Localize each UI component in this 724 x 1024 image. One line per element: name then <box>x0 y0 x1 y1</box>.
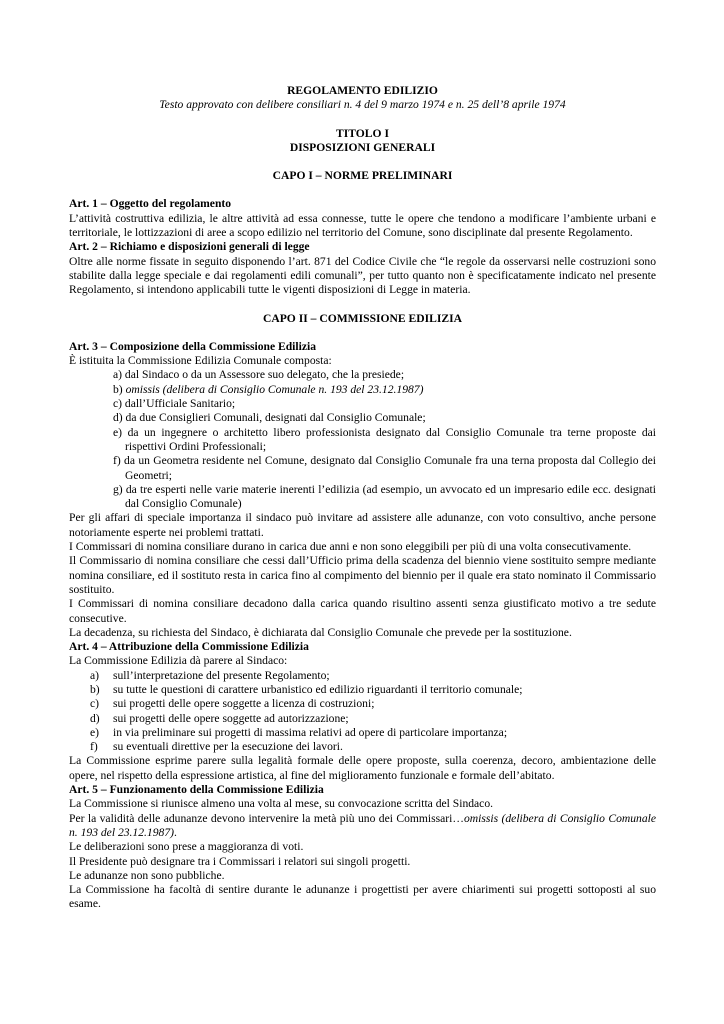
art5-paragraph: Il Presidente può designare tra i Commissari i relatori sui singoli progetti. <box>69 854 411 868</box>
list-item-text: sui progetti delle opere soggette ad autorizzazione; <box>113 711 349 725</box>
list-item-text: sui progetti delle opere soggette a licenza di costruzioni; <box>113 697 375 711</box>
art2-heading: Art. 2 – Richiamo e disposizioni generali di legge <box>69 240 310 254</box>
art5-paragraph: Le deliberazioni sono prese a maggioranza di voti. <box>69 840 304 854</box>
list-item-text: sull’interpretazione del presente Regolamento; <box>113 668 330 682</box>
art3-paragraph: Per gli affari di speciale importanza il sindaco può invitare ad assistere alle adunanze, con voto consultivo, anche persone notoriamente esperte nei problemi trattati. <box>69 511 656 539</box>
art4-heading: Art. 4 – Attribuzione della Commissione Edilizia <box>69 640 309 654</box>
list-item <box>90 740 656 754</box>
capo2-heading: CAPO II – COMMISSIONE EDILIZIA <box>262 311 463 325</box>
art3-paragraph: I Commissari di nomina consiliare decadono dalla carica quando risultino assenti senza giustificato motivo a tre sedute consecutive. <box>69 597 656 625</box>
list-item-text: su tutte le questioni di carattere urbanistico ed edilizio riguardanti il territorio comunale; <box>113 682 523 696</box>
list-marker: f) <box>90 740 98 754</box>
list-marker: d) <box>90 711 100 725</box>
list-item: d) da due Consiglieri Comunali, designati dal Consiglio Comunale; <box>113 411 426 425</box>
list-item <box>90 683 656 697</box>
list-marker: a) <box>90 668 100 682</box>
art4-list <box>69 669 656 755</box>
list-item <box>90 726 656 740</box>
art5-paragraph: La Commissione si riunisce almeno una volta al mese, su convocazione scritta del Sindaco. <box>69 797 494 811</box>
art5-heading: Art. 5 – Funzionamento della Commissione Edilizia <box>69 783 324 797</box>
art5-paragraph: Le adunanze non sono pubbliche. <box>69 868 225 882</box>
art5-paragraph: Per la validità delle adunanze devono intervenire la metà più uno dei Commissari…omissis (delibera di Consiglio Comunale n. 193 del 23.12.1987). <box>69 811 656 839</box>
art3-paragraph: I Commissari di nomina consiliare durano in carica due anni e non sono eleggibili per più di una volta consecutivamente. <box>69 540 632 554</box>
list-item <box>90 712 656 726</box>
titolo-number: TITOLO I <box>336 126 389 140</box>
list-item-text: su eventuali direttive per la esecuzione dei lavori. <box>113 740 343 754</box>
titolo-name: DISPOSIZIONI GENERALI <box>289 140 436 154</box>
art4-paragraph: La Commissione esprime parere sulla legalità formale delle opere proposte, sulla coerenza, decoro, ambientazione delle opere, nel rispetto della espressione artistica, al fine del miglioramento funzionale e formale dell’abitato. <box>69 754 656 782</box>
art3-intro: È istituita la Commissione Edilizia Comunale composta: <box>69 354 332 368</box>
art5-paragraph: La Commissione ha facoltà di sentire durante le adunanze i progettisti per avere chiarimenti sui progetti sottoposti al suo esame. <box>69 883 656 911</box>
art4-intro: La Commissione Edilizia dà parere al Sindaco: <box>69 654 288 668</box>
list-item <box>90 669 656 683</box>
art2-text: Oltre alle norme fissate in seguito disponendo l’art. 871 del Codice Civile che “le regole da osservarsi nelle costruzioni sono stabilite dalla legge speciale e dai regolamenti edili comunali”, per tutto quanto non è specificatamente indicato nel presente Regolamento, si intendono applicabili tutte le vigenti disposizioni di Legge in materia. <box>69 254 656 297</box>
list-item: a) dal Sindaco o da un Assessore suo delegato, che la presiede; <box>113 368 405 382</box>
list-item <box>90 697 656 711</box>
list-marker: c) <box>90 697 100 711</box>
list-marker: b) <box>90 682 100 696</box>
art1-heading: Art. 1 – Oggetto del regolamento <box>69 197 232 211</box>
list-item: b) omissis (delibera di Consiglio Comunale n. 193 del 23.12.1987) <box>113 382 424 396</box>
document-subtitle: Testo approvato con delibere consiliari n. 4 del 9 marzo 1974 e n. 25 dell’8 aprile 1974 <box>159 98 566 112</box>
art3-list <box>69 368 656 511</box>
art3-paragraph: La decadenza, su richiesta del Sindaco, è dichiarata dal Consiglio Comunale che prevede per la sostituzione. <box>69 625 572 639</box>
art3-heading: Art. 3 – Composizione della Commissione Edilizia <box>69 339 317 353</box>
art1-text: L’attività costruttiva edilizia, le altre attività ad essa connesse, tutte le opere che tendono a modificare l’ambiente urbani e territoriale, le lottizzazioni di aree a scopo edilizio nel territorio del Comune, sono disciplinate dal presente Regolamento. <box>69 211 656 240</box>
art3-paragraph: Il Commissario di nomina consiliare che cessi dall’Ufficio prima della scadenza del biennio viene sostituito sempre mediante nomina consiliare, ed il sostituto resta in carica fino al compimento del biennio per il quale era stato nominato il Commissario sostituito. <box>69 554 656 596</box>
document-title: REGOLAMENTO EDILIZIO <box>287 84 438 97</box>
list-item: g) da tre esperti nelle varie materie inerenti l’edilizia (ad esempio, un avvocato ed un impresario edile ecc. designati dal Consiglio Comunale) <box>113 482 656 511</box>
list-item: e) da un ingegnere o architetto libero professionista designato dal Consiglio Comunale tra terne proposte dai rispettivi Ordini Professionali; <box>113 425 656 453</box>
capo1-heading: CAPO I – NORME PRELIMINARI <box>272 169 453 183</box>
list-item: c) dall’Ufficiale Sanitario; <box>113 397 236 411</box>
document-page <box>69 84 656 912</box>
list-item-text: in via preliminare sui progetti di massima relativi ad opere di particolare importanza; <box>113 725 508 739</box>
list-item: f) da un Geometra residente nel Comune, designato dal Consiglio Comunale fra una terna proposta dal Collegio dei Geometri; <box>113 454 656 482</box>
list-marker: e) <box>90 725 100 739</box>
